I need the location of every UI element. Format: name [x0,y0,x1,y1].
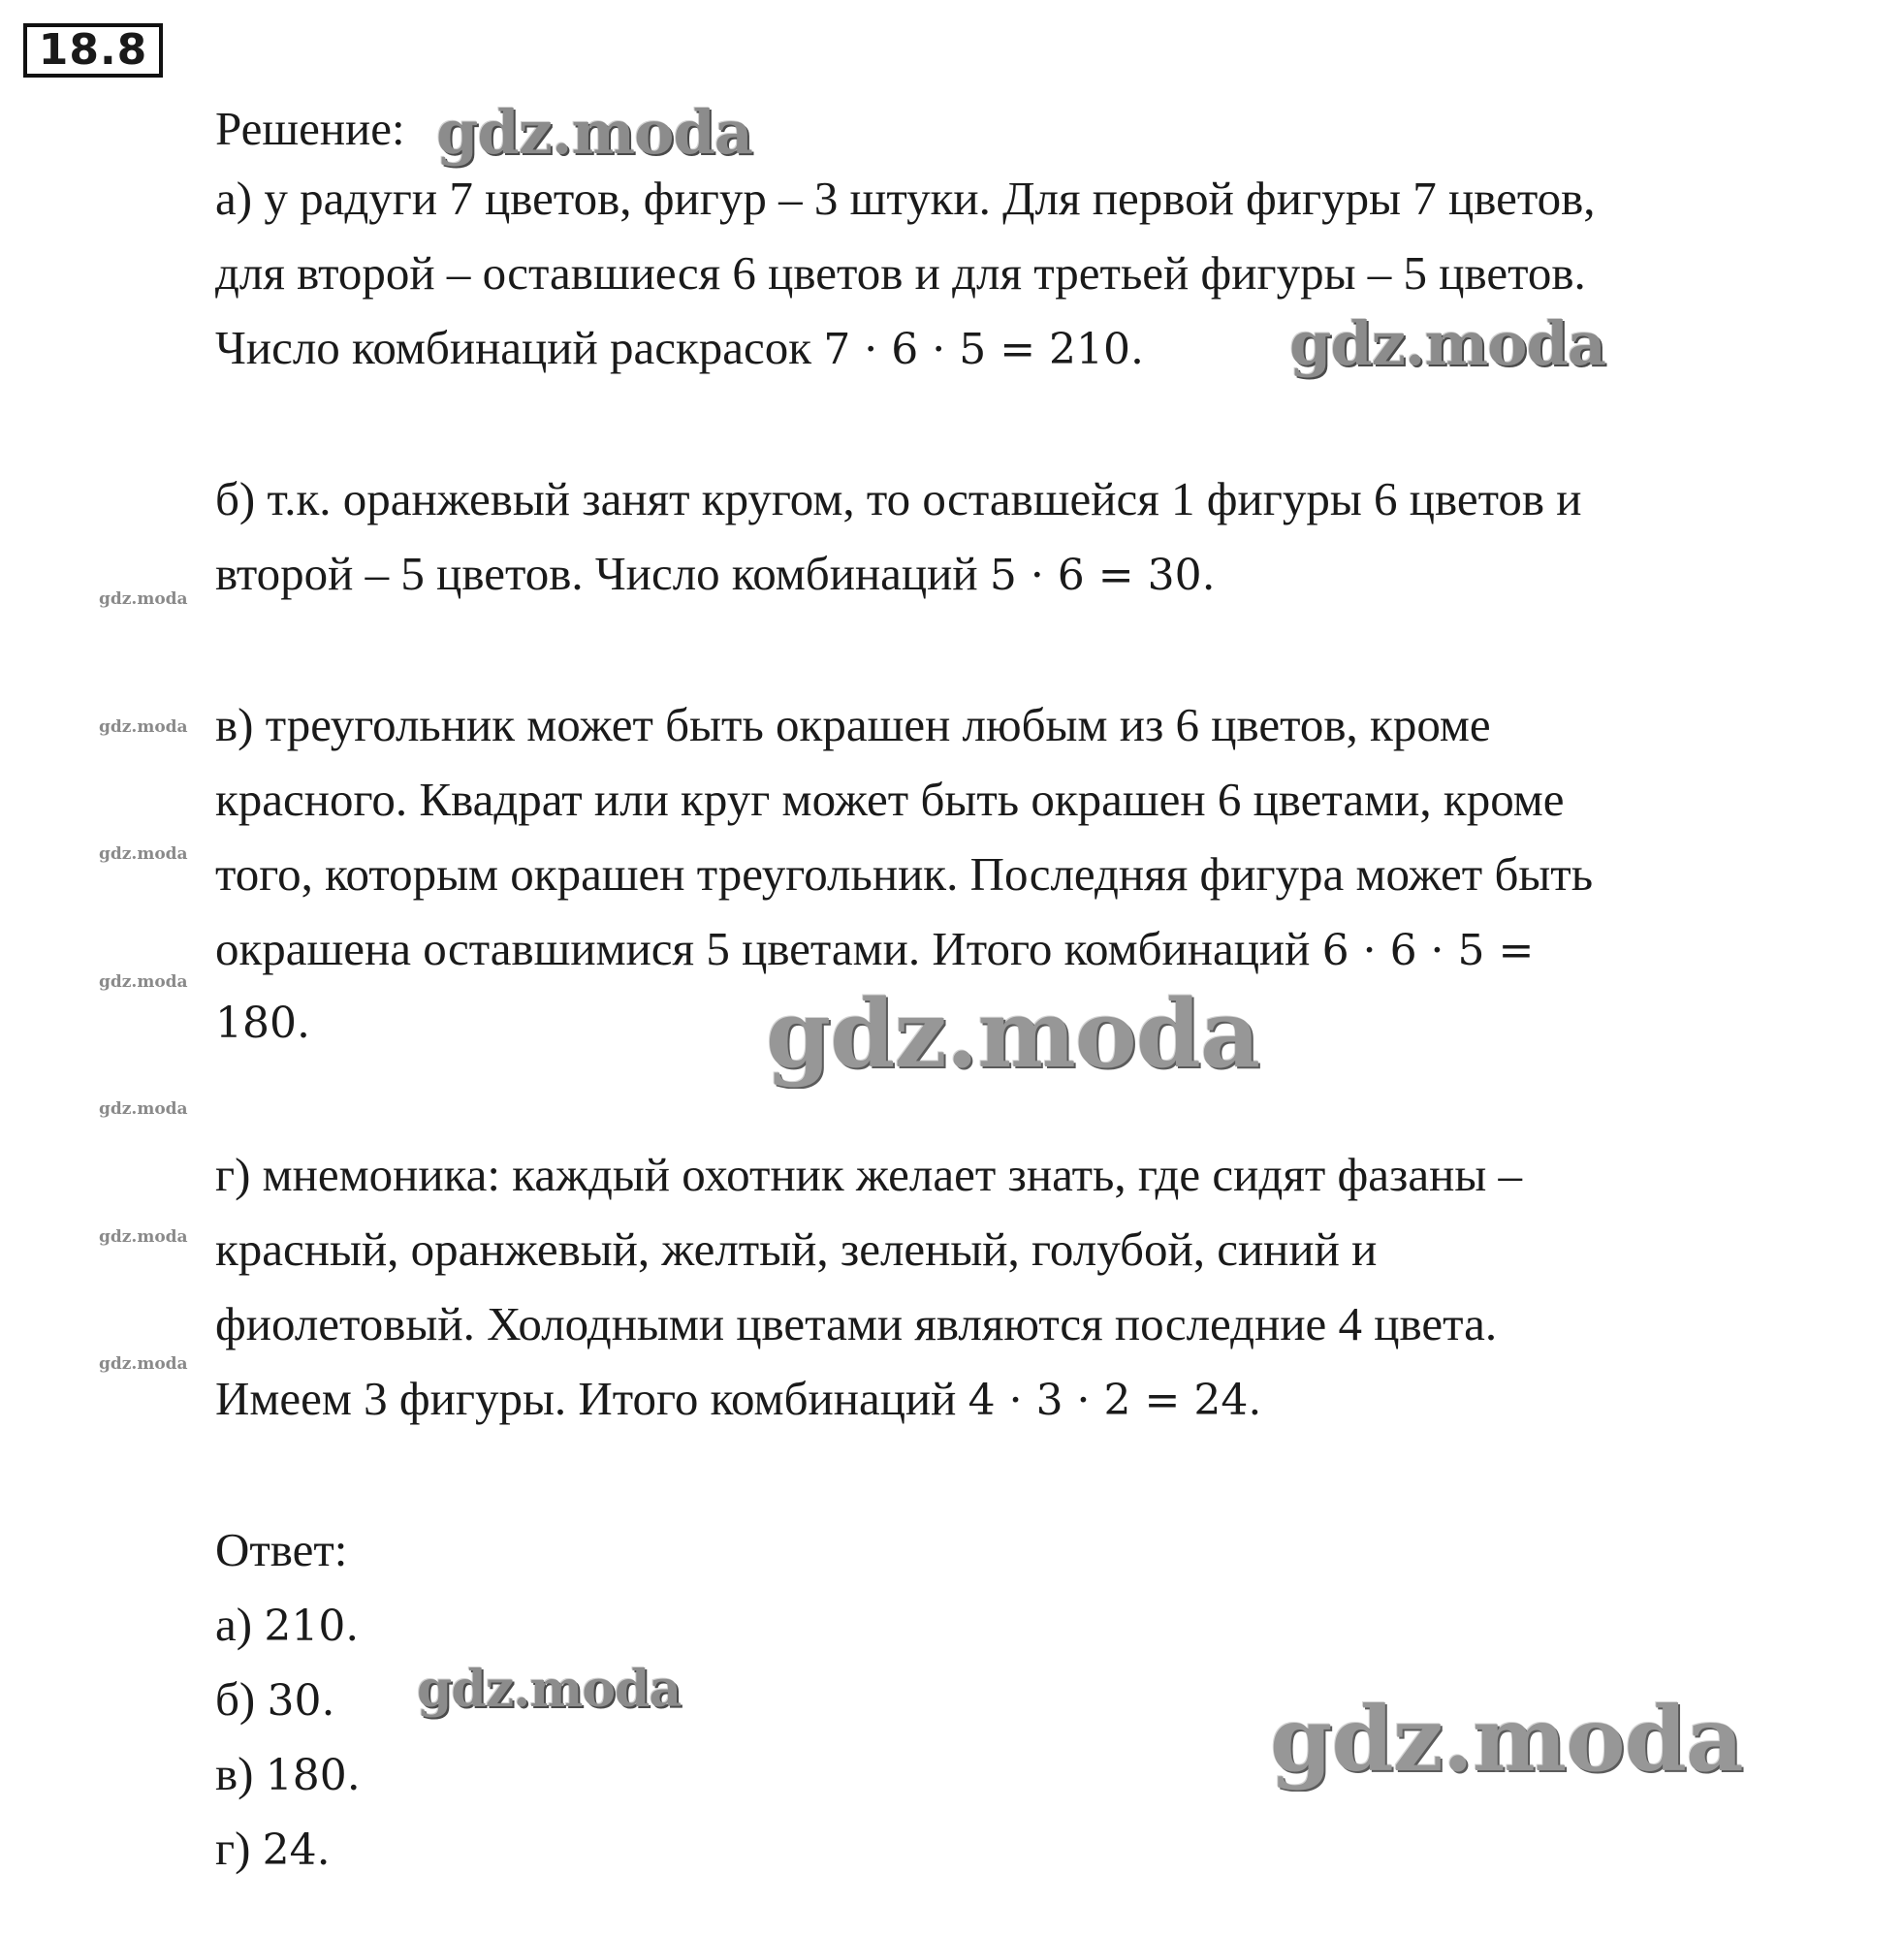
watermark: gdz.moda [766,979,1260,1089]
watermark: gdz.moda [436,97,752,168]
answer-item [215,1811,331,1888]
watermark-small: gdz.moda [99,972,188,992]
part-a-line-1: а) у радуги 7 цветов, фигур – 3 штуки. Для первой фигуры 7 цветов, [215,172,1596,225]
watermark: gdz.moda [1289,308,1605,379]
answer-item-value: 30. [267,1676,335,1726]
part-b-line-1: б) т.к. оранжевый занят кругом, то оставшейся 1 фигуры 6 цветов и [215,472,1582,525]
part-g-line-2: красный, оранжевый, желтый, зеленый, голубой, синий и [215,1222,1378,1276]
part-v-line-5: 180. [215,999,310,1048]
answer-item-prefix: б) [215,1672,268,1726]
watermark: gdz.moda [1270,1687,1743,1792]
answer-item-prefix: в) [215,1747,266,1800]
watermark-small: gdz.moda [99,589,188,609]
part-v-line-2: красного. Квадрат или круг может быть окрашен 6 цветами, кроме [215,773,1565,826]
part-g-formula: 4 · 3 · 2 = 24. [968,1376,1262,1425]
part-a-line-3 [215,310,1144,387]
solution-label: Решение: [215,102,405,155]
problem-number: 18.8 [23,23,163,78]
watermark-small: gdz.moda [99,1354,188,1374]
answer-item [215,1662,334,1738]
part-a-line-3-text: Число комбинаций раскрасок [215,321,824,374]
part-b-formula: 5 · 6 = 30. [989,551,1216,600]
answer-item [215,1587,359,1664]
watermark-small: gdz.moda [99,717,188,737]
part-g-line-4-text: Имеем 3 фигуры. Итого комбинаций [215,1372,968,1425]
answer-item-value: 180. [265,1751,361,1800]
part-v-line-4-text: окрашена оставшимися 5 цветами. Итого комбинаций [215,922,1322,975]
part-v-line-1: в) треугольник может быть окрашен любым из 6 цветов, кроме [215,698,1491,751]
answer-item-value: 24. [262,1825,331,1875]
answer-item [215,1736,361,1813]
part-v-formula: 6 · 6 · 5 = [1321,926,1535,975]
answer-label: Ответ: [215,1523,348,1576]
part-a-formula: 7 · 6 · 5 = 210. [823,325,1145,374]
watermark-small: gdz.moda [99,844,188,864]
part-b-line-2-text: второй – 5 цветов. Число комбинаций [215,547,990,600]
part-g-line-4 [215,1361,1261,1438]
part-b-line-2 [215,536,1216,613]
answer-item-value: 210. [264,1602,360,1651]
watermark: gdz.moda [417,1660,682,1719]
part-g-line-3: фиолетовый. Холодными цветами являются последние 4 цвета. [215,1297,1498,1350]
watermark-small: gdz.moda [99,1227,188,1247]
answer-item-prefix: г) [215,1822,263,1875]
part-g-line-1: г) мнемоника: каждый охотник желает знать, где сидят фазаны – [215,1148,1523,1201]
part-v-line-3: того, которым окрашен треугольник. Последняя фигура может быть [215,847,1594,901]
part-v-line-4 [215,911,1534,988]
watermark-small: gdz.moda [99,1099,188,1119]
answer-item-prefix: а) [215,1598,265,1651]
part-a-line-2: для второй – оставшиеся 6 цветов и для третьей фигуры – 5 цветов. [215,246,1586,300]
